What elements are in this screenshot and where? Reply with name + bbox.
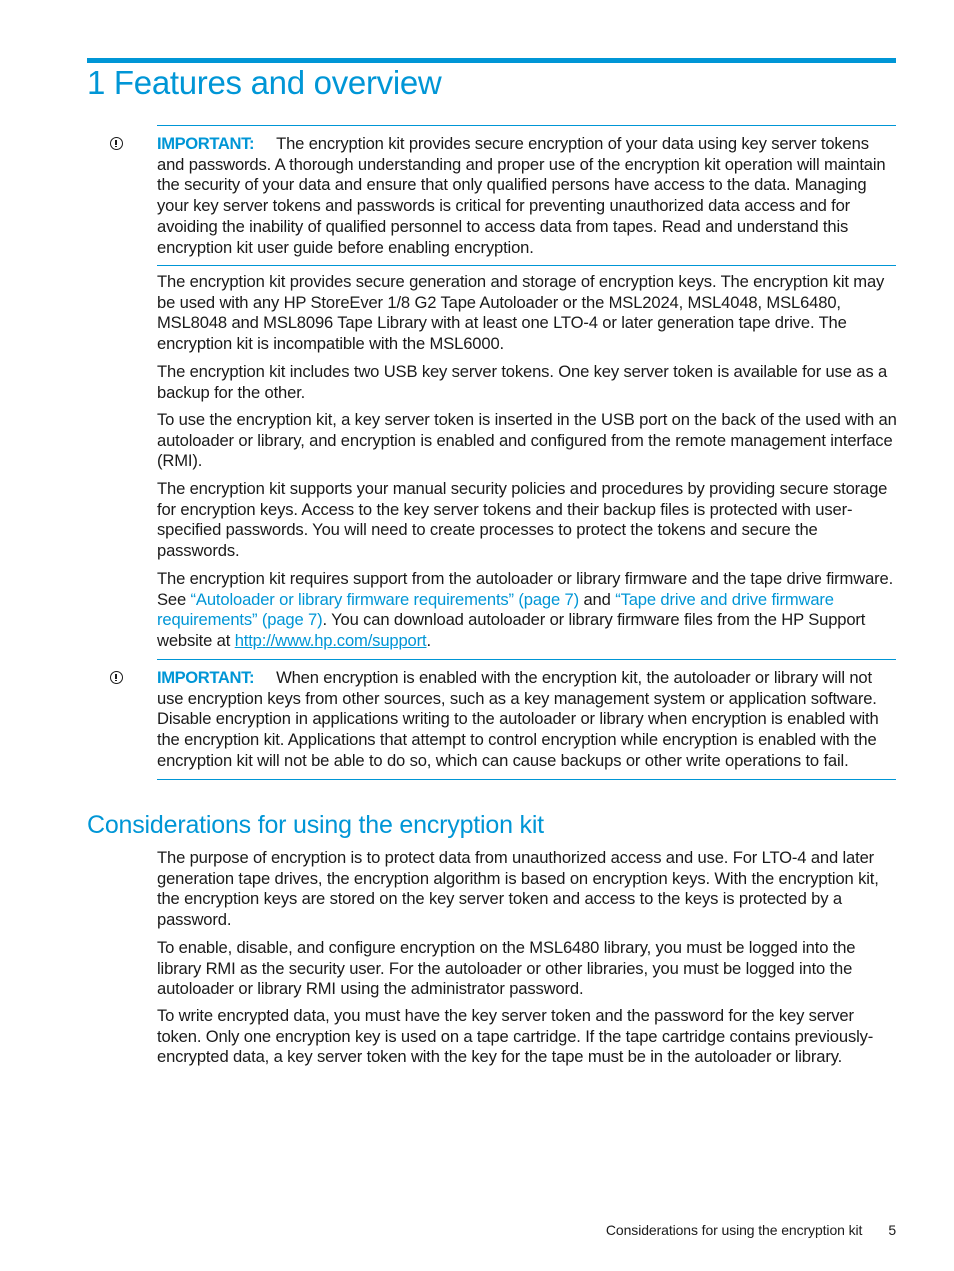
paragraph-write-encrypted: To write encrypted data, you must have the key server token and the password for the key server token. Only one encryption key is used on a tape cartridge. If the tape cartridge contains previously-encrypted data, a key server token with the key for the tape must be in the autoloader or library.	[157, 1006, 874, 1067]
paragraph-firmware	[157, 569, 897, 652]
firmware-text-middle: and	[579, 589, 616, 609]
page-footer	[606, 1222, 896, 1238]
important-note-text: When encryption is enabled with the encryption kit, the autoloader or library will not use encryption keys from other sources, such as a key management system or application software. Disable encryption in applications writing to the autoloader or library when encryption is enabled with the encryption kit. Applications that attempt to control encryption while encryption is enabled with the encryption kit will not be able to do so, which can cause backups or other write operations to fail.	[157, 668, 879, 770]
firmware-text-after: . You can download autoloader or library firmware files from the HP Support website at	[157, 610, 866, 651]
firmware-text-end: .	[426, 631, 431, 651]
footer-section-title: Considerations for using the encryption kit	[605, 1222, 863, 1238]
page-number: 5	[888, 1222, 896, 1238]
important-label: IMPORTANT:	[157, 134, 255, 153]
section-title: Considerations for using the encryption kit	[87, 811, 544, 839]
paragraph-usb-tokens: The encryption kit includes two USB key server tokens. One key server token is available for use as a backup for the other.	[157, 362, 888, 402]
link-hp-support-website[interactable]: http://www.hp.com/support	[234, 631, 427, 651]
important-note-2	[157, 659, 896, 780]
important-icon	[110, 137, 123, 150]
important-label: IMPORTANT:	[157, 668, 255, 687]
important-note-text: The encryption kit provides secure encryption of your data using key server tokens and passwords. A thorough understanding and proper use of the encryption kit operation will maintain the security of your data and ensure that only qualified persons have access to the data. Managing your key server tokens and passwords is critical for preventing unauthorized data access and for avoiding the inability of qualified personnel to access data from tapes. Read and understand this encryption kit user guide before enabling encryption.	[157, 134, 886, 257]
important-icon	[110, 671, 123, 684]
firmware-text-before: The encryption kit requires support from the autoloader or library firmware and the tape drive firmware. See	[157, 569, 894, 609]
chapter-top-rule	[87, 58, 896, 63]
paragraph-security-policies: The encryption kit supports your manual security policies and procedures by providing secure storage for encryption keys. Access to the key server tokens and their backup files is protected with user-specified passwords. You will need to create processes to protect the tokens and secure the passwords.	[157, 479, 888, 561]
paragraph-compatibility: The encryption kit provides secure generation and storage of encryption keys. The encryption kit may be used with any HP StoreEver 1/8 G2 Tape Autoloader or the MSL2024, MSL4048, MSL6480, MSL8048 and MSL8096 Tape Library with at least one LTO-4 or later generation tape drive. The encryption kit is incompatible with the MSL6000.	[157, 272, 885, 354]
link-autoloader-firmware-requirements[interactable]: “Autoloader or library firmware requirements” (page 7)	[190, 589, 580, 609]
paragraph-configure: To enable, disable, and configure encryption on the MSL6480 library, you must be logged into the library RMI as the security user. For the autoloader or other libraries, you must be logged into the autoloader or library RMI using the administrator password.	[157, 938, 856, 999]
important-note-1	[157, 125, 896, 266]
paragraph-usage: To use the encryption kit, a key server token is inserted in the USB port on the back of the used with an autoloader or library, and encryption is enabled and configured from the remote management interface (RMI).	[157, 410, 897, 471]
link-tape-drive-firmware-requirements[interactable]: “Tape drive and drive firmware requirements” (page 7)	[157, 589, 834, 630]
paragraph-purpose: The purpose of encryption is to protect data from unauthorized access and use. For LTO-4 and later generation tape drives, the encryption algorithm is based on encryption keys. With the encryption kit, the encryption keys are stored on the key server token and access to the keys is protected by a password.	[157, 848, 879, 930]
chapter-title: 1 Features and overview	[87, 64, 442, 101]
